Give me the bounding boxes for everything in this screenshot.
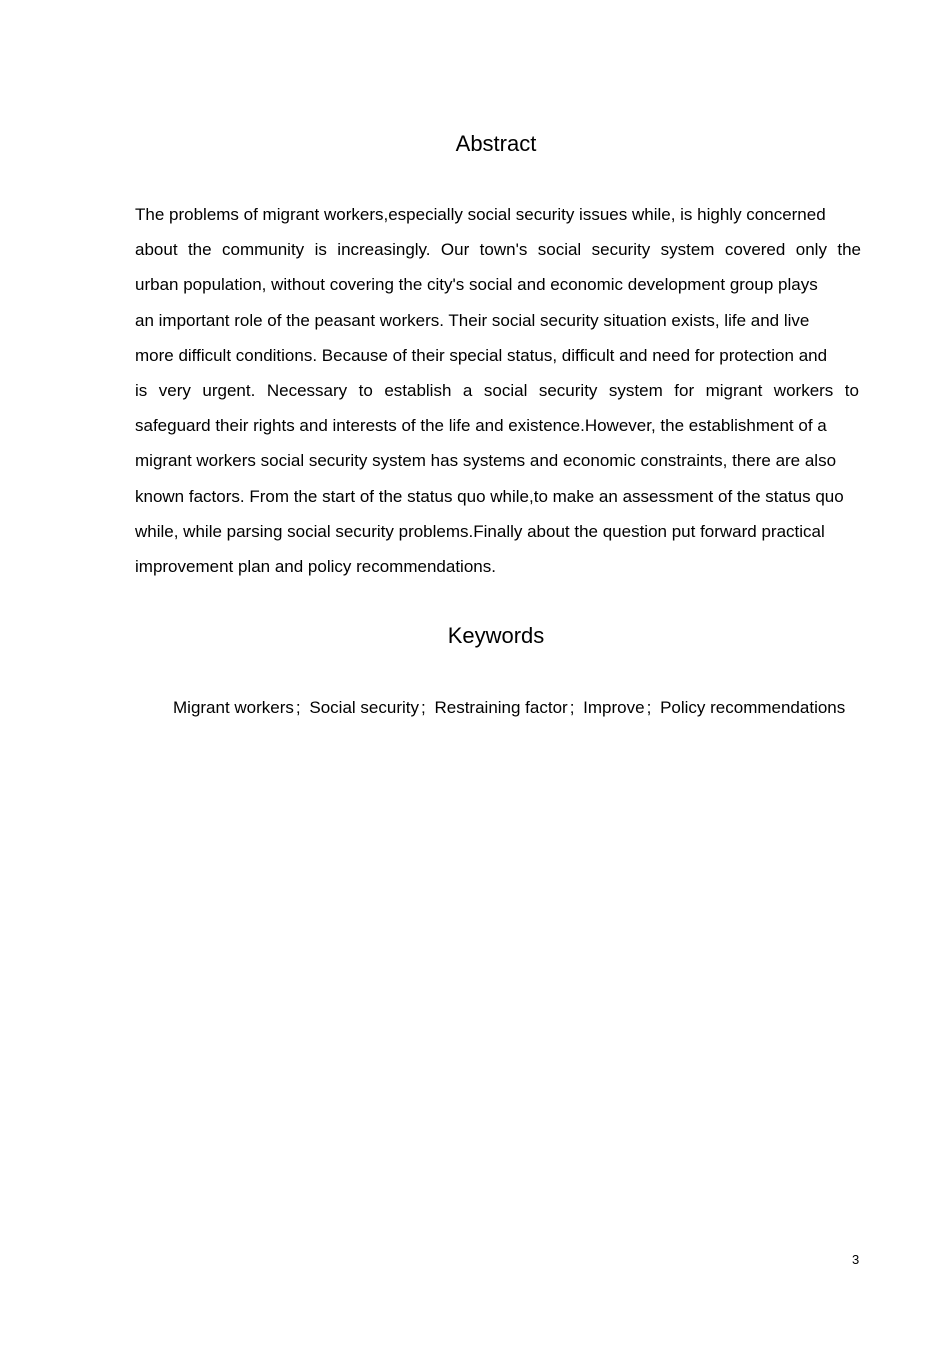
keyword-separator: ;	[295, 698, 301, 717]
page-number: 3	[852, 1252, 860, 1267]
abstract-line: an important role of the peasant workers. Their social security situation exists, life and live	[135, 310, 810, 330]
keyword-item: Policy recommendations	[660, 698, 846, 717]
keyword-separator: ;	[421, 698, 426, 717]
abstract-line: while, while parsing social security problems.Finally about the question put forward practical	[135, 521, 825, 541]
keyword-item: Migrant workers	[173, 698, 294, 717]
keywords-list	[173, 694, 845, 722]
abstract-line: improvement plan and policy recommendations.	[135, 556, 496, 576]
abstract-title: Abstract	[455, 131, 537, 156]
keywords-title: Keywords	[447, 623, 545, 648]
abstract-line: urban population, without covering the city's social and economic development group plays	[135, 275, 818, 295]
keyword-separator: ;	[569, 698, 575, 717]
abstract-line: is very urgent. Necessary to establish a social security system for migrant workers to	[135, 380, 859, 400]
abstract-line: about the community is increasingly. Our town's social security system covered only the	[135, 240, 861, 260]
abstract-line: The problems of migrant workers,especially social security issues while, is highly concerned	[135, 205, 826, 224]
keyword-item: Improve	[583, 698, 645, 717]
abstract-line: more difficult conditions. Because of their special status, difficult and need for protection and	[135, 345, 828, 365]
abstract-line: known factors. From the start of the status quo while,to make an assessment of the status quo	[135, 486, 844, 506]
abstract-line: safeguard their rights and interests of the life and existence.However, the establishment of a	[135, 416, 827, 436]
abstract-body	[135, 201, 895, 588]
abstract-line: migrant workers social security system has systems and economic constraints, there are also	[135, 451, 837, 471]
keyword-separator: ;	[646, 698, 652, 717]
keyword-item: Social security	[309, 698, 419, 717]
keyword-item: Restraining factor	[434, 698, 568, 717]
